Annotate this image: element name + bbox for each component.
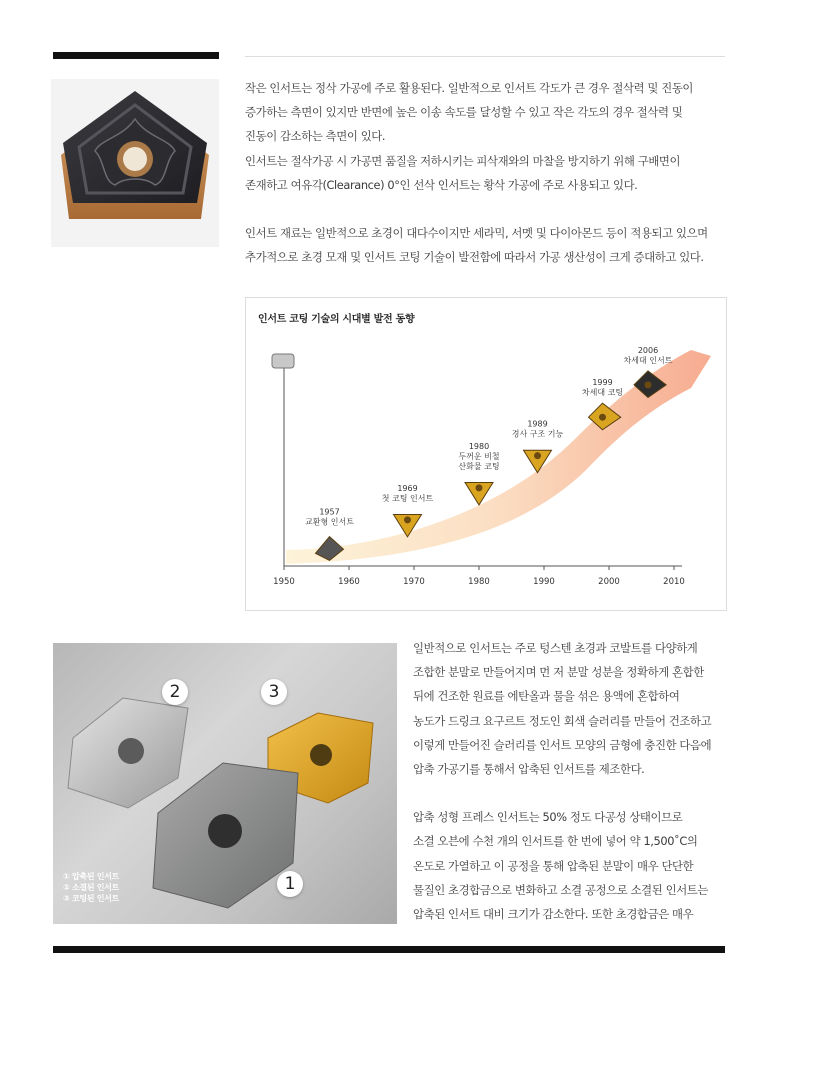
sintered-insert	[68, 698, 188, 808]
photo-legend	[63, 871, 119, 904]
point-label: 차세대 코팅	[581, 388, 624, 398]
body-line: 압축된 인서트 대비 크기가 감소한다. 또한 초경합금은 매우	[413, 907, 694, 922]
legend-item: ② 소결된 인서트	[63, 883, 120, 892]
point-year-label: 2006	[637, 345, 659, 355]
legend-item: ① 압축된 인서트	[63, 872, 120, 881]
x-tick-label: 1980	[468, 577, 490, 587]
point-label: 차세대 인서트	[623, 355, 673, 365]
callout-number-1: 1	[277, 871, 303, 897]
point-year-label: 1980	[468, 441, 490, 451]
intro-line: 진동이 감소하는 측면이 있다.	[245, 129, 386, 144]
legend-item: ③ 코팅된 인서트	[63, 894, 120, 903]
point-label: 교환형 인서트	[305, 517, 354, 527]
body-line: 조합한 분말로 만들어지며 먼 저 분말 성분을 정확하게 혼합한	[413, 665, 704, 680]
body-line: 일반적으로 인서트는 주로 텅스텐 초경과 코발트를 다양하게	[413, 641, 698, 655]
intro-line: 존재하고 여유각(Clearance) 0°인 선삭 인서트는 황삭 가공에 주로 사용되고 있다.	[245, 177, 638, 192]
body-line: 압축 가공기를 통해서 압축된 인서트를 제조한다.	[413, 762, 645, 777]
body-line: 이렇게 만들어진 슬러리를 인서트 모양의 금형에 충진한 다음에	[413, 737, 712, 752]
body-line: 온도로 가열하고 이 공정을 통해 압축된 분말이 매우 단단한	[413, 858, 694, 873]
top-divider	[245, 56, 725, 57]
body-line: 농도가 드링크 요구르트 정도인 회색 슬러리를 만들어 건조하고	[413, 713, 712, 728]
body-line: 물질인 초경합금으로 변화하고 소결 공정으로 소결된 인서트는	[413, 882, 709, 897]
callout-number-2: 2	[162, 679, 188, 705]
bottom-bar	[53, 946, 725, 953]
point-label: 첫 코팅 인서트	[381, 493, 434, 503]
insert-photo	[51, 79, 219, 247]
top-heading-bar	[53, 52, 219, 59]
x-tick-label: 1960	[338, 577, 360, 587]
body-line: 소결 오븐에 수천 개의 인서트를 한 번에 넣어 약 1,500˚C의	[413, 834, 698, 849]
intro-line: 인서트는 절삭가공 시 가공면 품질을 저하시키는 피삭재와의 마찰을 방지하기 위해 구배면이	[245, 153, 681, 168]
intro-line: 작은 인서트는 정삭 가공에 주로 활용된다. 일반적으로 인서트 각도가 큰 경우 절삭력 및 진동이	[245, 81, 694, 95]
callout-number-3: 3	[261, 679, 287, 705]
intro-line: 인서트 재료는 일반적으로 초경이 대다수이지만 세라믹, 서멧 및 다이아몬드 등이 적용되고 있으며	[245, 226, 708, 241]
point-year-label: 1969	[397, 483, 418, 493]
body-line: 압축 성형 프레스 인서트는 50% 정도 다공성 상태이므로	[413, 810, 683, 825]
manufacturing-text	[413, 636, 743, 926]
point-label: 두꺼운 비철	[458, 451, 500, 461]
inserts-photo	[53, 643, 397, 924]
x-tick-label: 1970	[403, 577, 425, 587]
chart-plot	[246, 298, 726, 610]
point-label: 경사 구조 기능	[511, 429, 564, 439]
x-tick-label: 1950	[273, 577, 295, 587]
x-tick-label: 2010	[663, 577, 685, 587]
x-tick-label: 1990	[533, 577, 555, 587]
point-label: 산화물 코팅	[458, 461, 500, 471]
point-year-label: 1989	[527, 419, 548, 429]
intro-line: 추가적으로 초경 모재 및 인서트 코팅 기술이 발전함에 따라서 가공 생산성이 크게 증대하고 있다.	[245, 250, 704, 265]
intro-text	[245, 76, 735, 269]
point-year-label: 1957	[319, 507, 340, 517]
chart-title: 인서트 코팅 기술의 시대별 발전 동향	[258, 314, 415, 325]
point-year-label: 1999	[592, 378, 613, 388]
tool-icon	[272, 354, 294, 368]
x-tick-label: 2000	[598, 577, 620, 587]
coating-trend-chart	[245, 297, 727, 611]
body-line: 뒤에 건조한 원료를 에탄올과 물을 섞은 용액에 혼합하여	[413, 689, 680, 704]
intro-line: 증가하는 측면이 있지만 반면에 높은 이송 속도를 달성할 수 있고 작은 각도의 경우 절삭력 및	[245, 105, 683, 120]
